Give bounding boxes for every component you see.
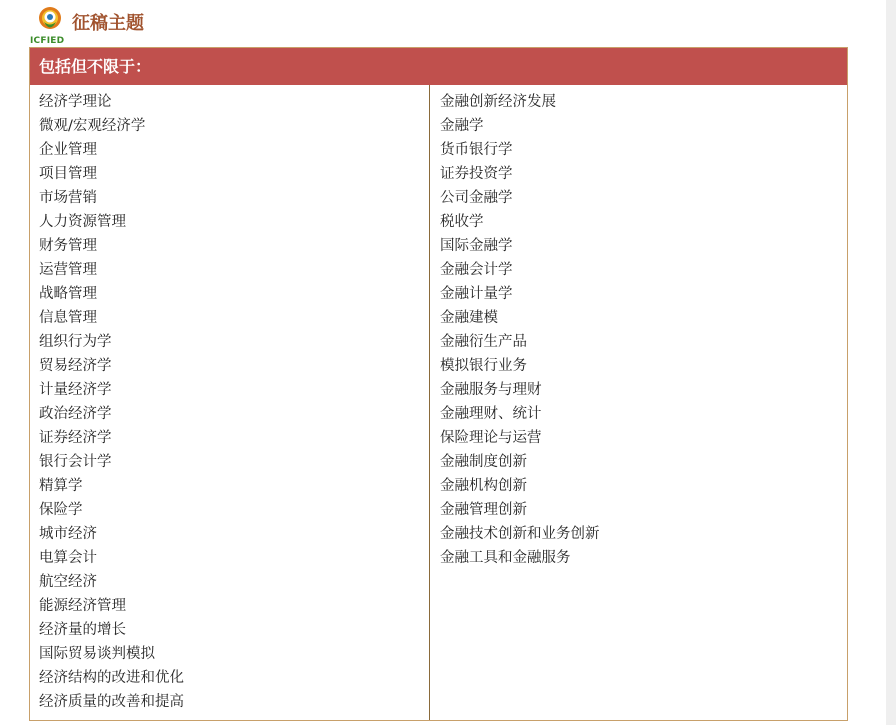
- topics-left-column: [30, 85, 430, 720]
- topic-item: 金融会计学: [440, 262, 513, 278]
- topic-item: 精算学: [39, 478, 83, 494]
- topic-item: 运营管理: [39, 262, 97, 278]
- topic-item: 金融计量学: [440, 286, 513, 302]
- topic-item: 国际金融学: [440, 238, 513, 254]
- topic-item: 公司金融学: [440, 190, 513, 206]
- topic-item: 政治经济学: [39, 406, 112, 422]
- topic-item: 金融理财、统计: [440, 406, 542, 422]
- topic-item: 保险理论与运营: [440, 430, 542, 446]
- topic-item: 信息管理: [39, 310, 97, 326]
- topic-item: 经济学理论: [39, 94, 112, 110]
- topic-item: 税收学: [440, 214, 484, 230]
- topic-item: 金融制度创新: [440, 454, 527, 470]
- topic-item: 银行会计学: [39, 454, 112, 470]
- topic-item: 航空经济: [39, 574, 97, 590]
- topic-item: 项目管理: [39, 166, 97, 182]
- page-title: 征稿主题: [72, 13, 144, 34]
- topics-table: [29, 47, 848, 721]
- topic-item: 微观/宏观经济学: [39, 118, 146, 134]
- topic-item: 战略管理: [39, 286, 97, 302]
- topic-item: 经济结构的改进和优化: [39, 670, 184, 686]
- topic-item: 证券投资学: [440, 166, 513, 182]
- logo-text: ICFIED: [30, 36, 65, 46]
- scrollbar-gutter[interactable]: [886, 0, 896, 725]
- topic-item: 金融建模: [440, 310, 498, 326]
- topic-item: 金融技术创新和业务创新: [440, 526, 600, 542]
- section-header: [30, 6, 430, 48]
- topic-item: 企业管理: [39, 142, 97, 158]
- logo-emblem-icon: [33, 6, 67, 36]
- topic-item: 金融机构创新: [440, 478, 527, 494]
- topic-item: 金融学: [440, 118, 484, 134]
- topics-table-body: [30, 85, 847, 720]
- topics-table-header: 包括但不限于：: [30, 48, 847, 85]
- topic-item: 金融衍生产品: [440, 334, 527, 350]
- topic-item: 货币银行学: [440, 142, 513, 158]
- topic-item: 国际贸易谈判模拟: [39, 646, 155, 662]
- topic-item: 贸易经济学: [39, 358, 112, 374]
- topic-item: 金融创新经济发展: [440, 94, 556, 110]
- topic-item: 计量经济学: [39, 382, 112, 398]
- topic-item: 金融工具和金融服务: [440, 550, 571, 566]
- topic-item: 金融服务与理财: [440, 382, 542, 398]
- topic-item: 金融管理创新: [440, 502, 527, 518]
- topic-item: 证券经济学: [39, 430, 112, 446]
- topics-right-column: [430, 85, 847, 720]
- topic-item: 财务管理: [39, 238, 97, 254]
- topic-item: 市场营销: [39, 190, 97, 206]
- topic-item: 保险学: [39, 502, 83, 518]
- topic-item: 能源经济管理: [39, 598, 126, 614]
- topic-item: 模拟银行业务: [440, 358, 527, 374]
- icfied-logo: [30, 6, 70, 48]
- topic-item: 组织行为学: [39, 334, 112, 350]
- topic-item: 人力资源管理: [39, 214, 126, 230]
- topic-item: 城市经济: [39, 526, 97, 542]
- topic-item: 经济质量的改善和提高: [39, 694, 184, 710]
- topic-item: 电算会计: [39, 550, 97, 566]
- topic-item: 经济量的增长: [39, 622, 126, 638]
